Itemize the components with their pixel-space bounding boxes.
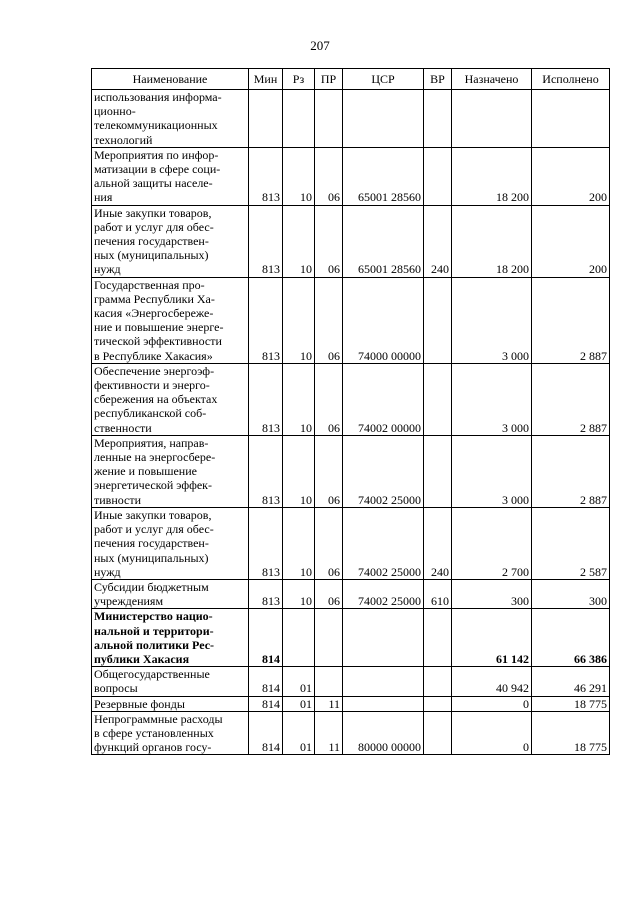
row-pr-cell: 11 xyxy=(315,711,343,755)
row-vr-cell xyxy=(424,667,452,696)
row-pr-cell xyxy=(315,90,343,148)
row-assigned-cell: 18 200 xyxy=(452,147,532,205)
row-csr-cell: 65001 28560 xyxy=(343,205,424,277)
row-min-cell xyxy=(249,90,283,148)
row-csr-cell: 74002 25000 xyxy=(343,435,424,507)
row-vr-cell xyxy=(424,147,452,205)
header-rz: Рз xyxy=(283,69,315,90)
row-min-cell: 813 xyxy=(249,147,283,205)
row-vr-cell xyxy=(424,609,452,667)
header-pr: ПР xyxy=(315,69,343,90)
row-csr-cell: 74002 25000 xyxy=(343,507,424,579)
row-pr-cell: 06 xyxy=(315,205,343,277)
row-executed-cell xyxy=(532,90,610,148)
row-min-cell: 813 xyxy=(249,435,283,507)
row-csr-cell xyxy=(343,609,424,667)
row-name-cell: Мероприятия по инфор- матизации в сфере соци- альной защиты населе- ния xyxy=(92,147,249,205)
row-name-cell: Общегосударственные вопросы xyxy=(92,667,249,696)
header-min: Мин xyxy=(249,69,283,90)
row-csr-cell xyxy=(343,667,424,696)
row-vr-cell xyxy=(424,277,452,363)
row-pr-cell: 06 xyxy=(315,507,343,579)
row-vr-cell: 240 xyxy=(424,205,452,277)
row-executed-cell: 300 xyxy=(532,579,610,608)
row-csr-cell xyxy=(343,696,424,711)
table-row xyxy=(92,696,610,711)
row-assigned-cell: 0 xyxy=(452,696,532,711)
row-name-cell: Непрограммные расходы в сфере установленных функций органов госу- xyxy=(92,711,249,755)
row-rz-cell: 10 xyxy=(283,147,315,205)
table-row xyxy=(92,667,610,696)
row-rz-cell: 10 xyxy=(283,205,315,277)
row-name-cell: Обеспечение энергоэф- фективности и энерго- сбережения на объектах республиканской соб- ственности xyxy=(92,363,249,435)
header-executed: Исполнено xyxy=(532,69,610,90)
row-pr-cell xyxy=(315,667,343,696)
row-rz-cell: 10 xyxy=(283,507,315,579)
row-assigned-cell: 3 000 xyxy=(452,363,532,435)
row-rz-cell: 01 xyxy=(283,667,315,696)
row-assigned-cell: 300 xyxy=(452,579,532,608)
budget-table xyxy=(91,68,610,755)
table-row xyxy=(92,579,610,608)
row-assigned-cell: 40 942 xyxy=(452,667,532,696)
row-assigned-cell: 3 000 xyxy=(452,277,532,363)
row-min-cell: 813 xyxy=(249,205,283,277)
row-pr-cell: 06 xyxy=(315,435,343,507)
row-csr-cell: 65001 28560 xyxy=(343,147,424,205)
row-rz-cell: 10 xyxy=(283,363,315,435)
row-pr-cell: 06 xyxy=(315,277,343,363)
row-name-cell: Субсидии бюджетным учреждениям xyxy=(92,579,249,608)
row-name-cell: Иные закупки товаров, работ и услуг для обес- печения государствен- ных (муниципальных) нужд xyxy=(92,205,249,277)
table-row xyxy=(92,609,610,667)
header-assigned: Назначено xyxy=(452,69,532,90)
table-row xyxy=(92,90,610,148)
table-header-row xyxy=(92,69,610,90)
row-name-cell: Государственная про- грамма Республики Ха- касия «Энергосбереже- ние и повышение энерге- тической эффективности в Республике Хакасия» xyxy=(92,277,249,363)
header-vr: ВР xyxy=(424,69,452,90)
table-row xyxy=(92,435,610,507)
row-rz-cell xyxy=(283,609,315,667)
row-vr-cell: 610 xyxy=(424,579,452,608)
row-csr-cell: 80000 00000 xyxy=(343,711,424,755)
row-assigned-cell: 2 700 xyxy=(452,507,532,579)
row-csr-cell: 74000 00000 xyxy=(343,277,424,363)
row-pr-cell xyxy=(315,609,343,667)
table-row xyxy=(92,711,610,755)
row-assigned-cell: 61 142 xyxy=(452,609,532,667)
row-executed-cell: 200 xyxy=(532,205,610,277)
page-number: 207 xyxy=(310,38,330,53)
header-csr: ЦСР xyxy=(343,69,424,90)
row-vr-cell xyxy=(424,711,452,755)
row-vr-cell xyxy=(424,435,452,507)
row-pr-cell: 06 xyxy=(315,363,343,435)
row-rz-cell: 10 xyxy=(283,277,315,363)
row-vr-cell xyxy=(424,90,452,148)
row-executed-cell: 2 587 xyxy=(532,507,610,579)
table-row xyxy=(92,277,610,363)
row-rz-cell: 01 xyxy=(283,696,315,711)
table-row xyxy=(92,205,610,277)
row-vr-cell xyxy=(424,696,452,711)
row-executed-cell: 200 xyxy=(532,147,610,205)
table-row xyxy=(92,507,610,579)
table-row xyxy=(92,147,610,205)
row-name-cell: использования информа- ционно- телекоммуникационных технологий xyxy=(92,90,249,148)
row-name-cell: Иные закупки товаров, работ и услуг для обес- печения государствен- ных (муниципальных) нужд xyxy=(92,507,249,579)
row-rz-cell xyxy=(283,90,315,148)
row-min-cell: 814 xyxy=(249,609,283,667)
row-csr-cell: 74002 00000 xyxy=(343,363,424,435)
row-min-cell: 814 xyxy=(249,667,283,696)
row-executed-cell: 18 775 xyxy=(532,696,610,711)
table-row xyxy=(92,363,610,435)
row-assigned-cell: 0 xyxy=(452,711,532,755)
row-min-cell: 813 xyxy=(249,277,283,363)
row-csr-cell: 74002 25000 xyxy=(343,579,424,608)
row-pr-cell: 06 xyxy=(315,147,343,205)
row-min-cell: 814 xyxy=(249,696,283,711)
row-rz-cell: 10 xyxy=(283,435,315,507)
row-min-cell: 814 xyxy=(249,711,283,755)
row-executed-cell: 66 386 xyxy=(532,609,610,667)
row-name-cell: Министерство нацио- нальной и территори- альной политики Рес- публики Хакасия xyxy=(92,609,249,667)
row-min-cell: 813 xyxy=(249,363,283,435)
row-name-cell: Резервные фонды xyxy=(92,696,249,711)
row-executed-cell: 46 291 xyxy=(532,667,610,696)
row-assigned-cell xyxy=(452,90,532,148)
row-pr-cell: 11 xyxy=(315,696,343,711)
row-min-cell: 813 xyxy=(249,579,283,608)
header-name: Наименование xyxy=(92,69,249,90)
row-assigned-cell: 3 000 xyxy=(452,435,532,507)
row-assigned-cell: 18 200 xyxy=(452,205,532,277)
row-executed-cell: 2 887 xyxy=(532,277,610,363)
row-min-cell: 813 xyxy=(249,507,283,579)
row-executed-cell: 2 887 xyxy=(532,435,610,507)
row-name-cell: Мероприятия, направ- ленные на энергосбере- жение и повышение энергетической эффек- тивности xyxy=(92,435,249,507)
row-vr-cell: 240 xyxy=(424,507,452,579)
row-rz-cell: 01 xyxy=(283,711,315,755)
row-pr-cell: 06 xyxy=(315,579,343,608)
row-csr-cell xyxy=(343,90,424,148)
row-vr-cell xyxy=(424,363,452,435)
row-rz-cell: 10 xyxy=(283,579,315,608)
row-executed-cell: 18 775 xyxy=(532,711,610,755)
table-body xyxy=(92,90,610,755)
row-executed-cell: 2 887 xyxy=(532,363,610,435)
